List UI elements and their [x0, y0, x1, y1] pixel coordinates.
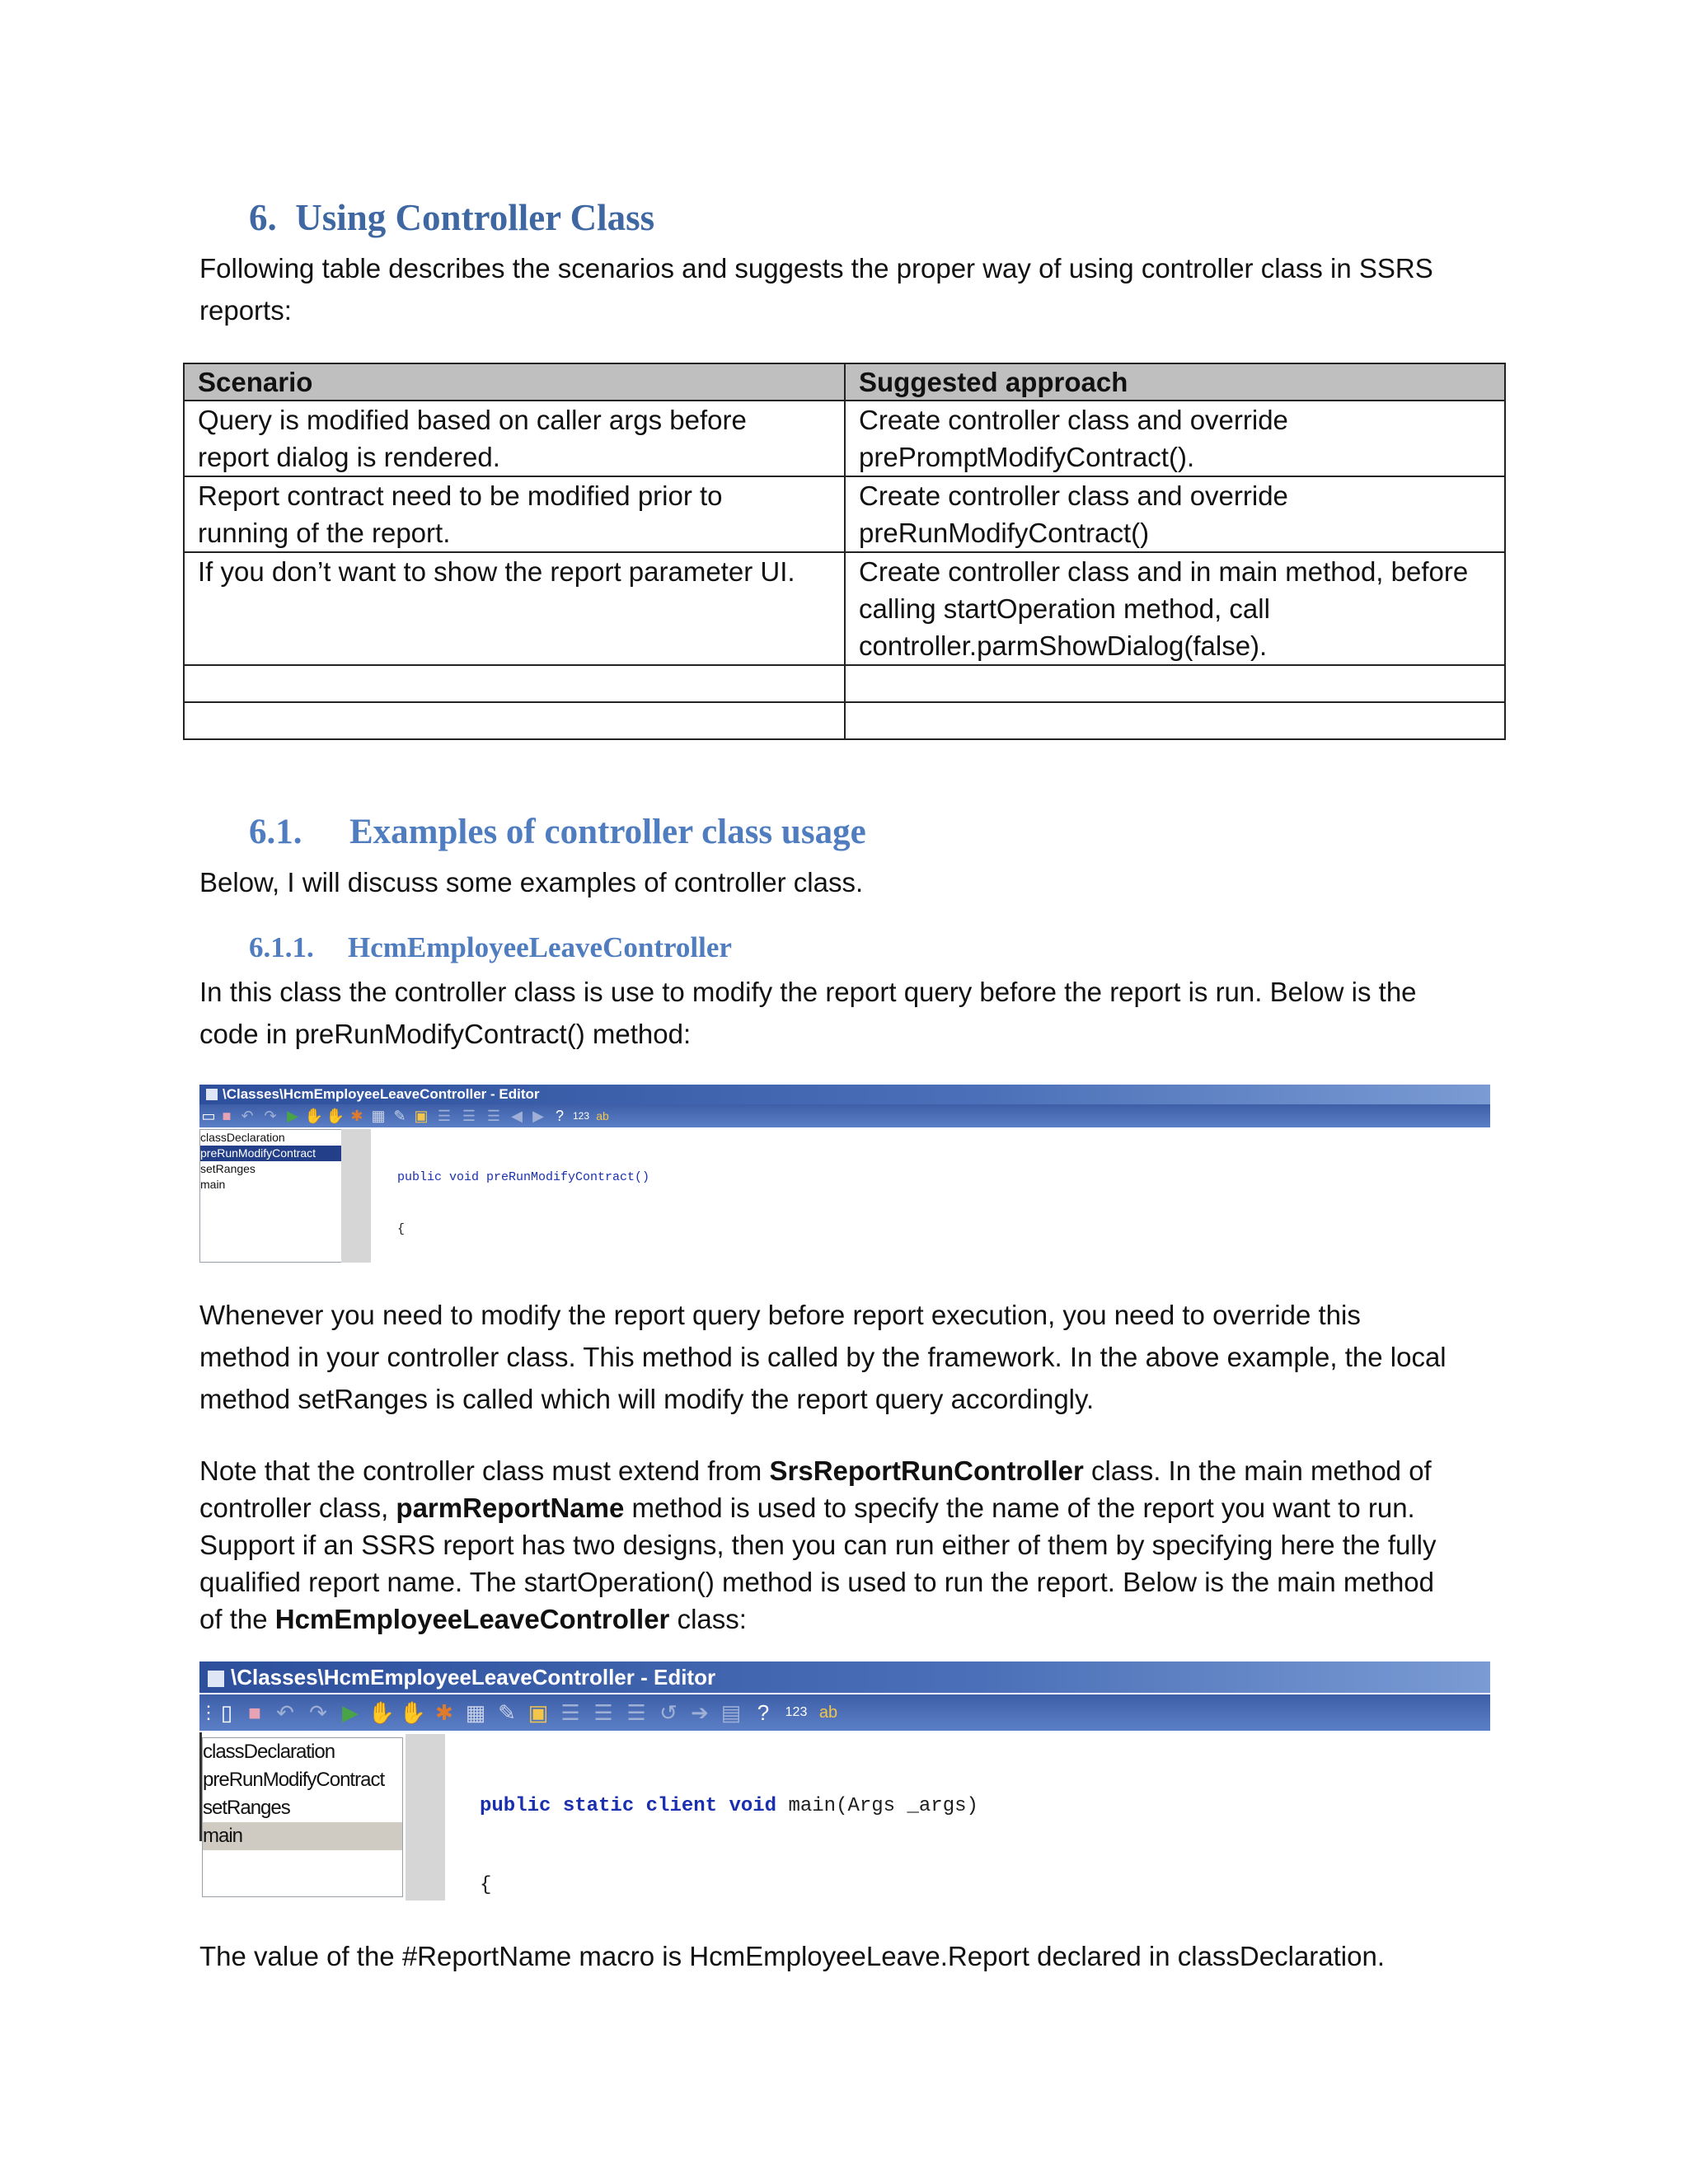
compile-icon[interactable]: ▦ — [465, 1699, 486, 1725]
para-line: qualified report name. The startOperation() method is used to run the report. Below is the main method — [199, 1567, 1435, 1597]
window-icon — [208, 1671, 224, 1687]
empty-cell — [845, 665, 1505, 702]
para-line: method setRanges is called which will modify the report query accordingly. — [199, 1384, 1095, 1414]
undo-icon[interactable]: ↶ — [241, 1107, 254, 1124]
cell-line: report dialog is rendered. — [198, 442, 500, 472]
approach-cell — [845, 476, 1505, 552]
para-line: method in your controller class. This method is called by the framework. In the above example, the local — [199, 1342, 1447, 1372]
forward-icon[interactable]: ▶ — [532, 1107, 544, 1124]
editor-toolbar — [199, 1694, 1490, 1731]
method-item[interactable]: setRanges — [200, 1162, 256, 1175]
debug-icon[interactable]: ✱ — [435, 1699, 453, 1725]
breakpoint-remove-icon[interactable]: ✋ — [399, 1699, 427, 1725]
paragraph-note — [199, 1452, 1502, 1638]
intro-paragraph — [199, 247, 1502, 331]
intro-line: reports: — [199, 295, 292, 326]
text: Note that the controller class must extend from — [199, 1455, 770, 1486]
method-list — [199, 1129, 343, 1263]
method-item-selected[interactable]: main — [203, 1822, 402, 1850]
text: method is used to specify the name of the report you want to run. — [624, 1493, 1415, 1523]
code-line: public void preRunModifyContract() — [397, 1170, 650, 1184]
keyword: public static client void — [480, 1795, 777, 1817]
section-title: HcmEmployeeLeaveController — [348, 931, 732, 963]
class-name: HcmEmployeeLeaveController — [274, 1604, 670, 1634]
section-heading-6-1-1 — [249, 931, 732, 964]
para-line: Whenever you need to modify the report query before report execution, you need to override this — [199, 1300, 1361, 1330]
comment-icon[interactable]: ☰ — [486, 1107, 501, 1124]
save-icon[interactable]: ■ — [222, 1107, 232, 1124]
new-icon[interactable]: ▯ — [220, 1699, 233, 1725]
para-line — [199, 1601, 1502, 1638]
run-icon[interactable]: ▶ — [342, 1699, 359, 1725]
method-name: parmReportName — [396, 1493, 625, 1523]
paragraph-final: The value of the #ReportName macro is HcmEmployeeLeave.Report declared in classDeclaration. — [199, 1941, 1386, 1971]
save-icon[interactable]: ■ — [248, 1699, 261, 1725]
back-icon[interactable]: ↺ — [659, 1699, 678, 1725]
method-item[interactable]: main — [200, 1178, 226, 1191]
empty-cell — [845, 702, 1505, 739]
editor-gutter — [341, 1129, 371, 1263]
spell-check-icon[interactable]: ab — [818, 1703, 838, 1722]
method-item-selected[interactable]: preRunModifyContract — [200, 1146, 342, 1161]
cell-line: prePromptModifyContract(). — [859, 442, 1195, 472]
section-6-1-intro: Below, I will discuss some examples of controller class. — [199, 867, 864, 898]
editor-screenshot-2 — [199, 1661, 1490, 1900]
text: controller class, — [199, 1493, 396, 1523]
cell-line: calling startOperation method, call — [859, 593, 1270, 624]
editor-titlebar — [199, 1661, 1490, 1693]
table-row — [184, 552, 1505, 665]
back-icon[interactable]: ◀ — [511, 1107, 523, 1124]
cell-line: running of the report. — [198, 518, 451, 548]
run-icon[interactable]: ▶ — [287, 1107, 298, 1124]
method-item[interactable]: classDeclaration — [200, 1131, 285, 1144]
para-line — [199, 1489, 1502, 1526]
code-area[interactable] — [480, 1741, 1405, 1900]
para-line: Support if an SSRS report has two designs, then you can run either of them by specifying here the fully — [199, 1530, 1437, 1560]
code-line: { — [480, 1874, 492, 1896]
grip-icon: ⋮ — [199, 1702, 218, 1722]
section-number: 6.1.1. — [249, 931, 314, 963]
method-list — [202, 1737, 403, 1897]
breakpoint-remove-icon[interactable]: ✋ — [326, 1107, 345, 1124]
cell-line: Create controller class and override — [859, 480, 1288, 511]
number-icon[interactable]: 123 — [785, 1705, 808, 1719]
number-icon[interactable]: 123 — [572, 1110, 590, 1122]
cell-line: Report contract need to be modified prior to — [198, 480, 723, 511]
script-icon[interactable]: ▣ — [528, 1699, 549, 1725]
method-item[interactable]: preRunModifyContract — [203, 1769, 385, 1791]
header-scenario: Scenario — [184, 363, 845, 401]
cell-line: preRunModifyContract() — [859, 518, 1150, 548]
code-line: { — [397, 1222, 406, 1236]
editor-titlebar — [199, 1085, 1490, 1104]
spell-check-icon[interactable]: ab — [596, 1109, 609, 1122]
script-icon[interactable]: ▣ — [414, 1107, 429, 1124]
method-item[interactable]: classDeclaration — [203, 1741, 335, 1763]
header-approach: Suggested approach — [845, 363, 1505, 401]
help-icon[interactable]: ? — [757, 1699, 770, 1725]
section-number: 6. — [249, 197, 277, 238]
redo-icon[interactable]: ↷ — [309, 1699, 327, 1725]
scenario-table — [183, 363, 1506, 740]
para-line — [199, 1452, 1502, 1489]
cell-line: If you don’t want to show the report parameter UI. — [198, 556, 795, 587]
para-line: code in preRunModifyContract() method: — [199, 1019, 692, 1049]
cell-line: Query is modified based on caller args before — [198, 405, 747, 435]
intro-line: Following table describes the scenarios and suggests the proper way of using controller class in SSRS — [199, 253, 1433, 284]
breakpoint-icon[interactable]: ✋ — [304, 1107, 324, 1124]
window-icon — [206, 1089, 218, 1100]
scenario-cell — [184, 476, 845, 552]
table-row — [184, 401, 1505, 476]
section-title: Examples of controller class usage — [349, 813, 866, 851]
text: class: — [669, 1604, 747, 1634]
code-line — [480, 1793, 1405, 1820]
section-heading-6-1 — [249, 812, 866, 852]
help-icon[interactable]: ? — [555, 1107, 564, 1124]
code-text: main(Args _args) — [776, 1795, 978, 1817]
cell-line: Create controller class and in main method, before — [859, 556, 1469, 587]
class-name: SrsReportRunController — [769, 1455, 1084, 1486]
approach-cell — [845, 401, 1505, 476]
cell-line: controller.parmShowDialog(false). — [859, 630, 1268, 661]
table-header-row — [184, 363, 1505, 401]
editor-gutter — [406, 1734, 445, 1900]
text: of the — [199, 1604, 275, 1634]
lookup-icon[interactable]: ✎ — [393, 1107, 406, 1124]
section-title: Using Controller Class — [295, 197, 655, 238]
outdent-icon[interactable]: ☰ — [593, 1699, 613, 1725]
approach-cell — [845, 552, 1505, 665]
editor-toolbar — [199, 1104, 1490, 1127]
method-item[interactable]: setRanges — [203, 1797, 290, 1819]
scenario-cell — [184, 401, 845, 476]
table-row-empty — [184, 702, 1505, 739]
scenario-cell — [184, 552, 845, 665]
debug-icon[interactable]: ✱ — [350, 1107, 363, 1124]
new-icon[interactable]: ▭ — [201, 1107, 216, 1124]
tools-icon[interactable]: ▤ — [720, 1699, 742, 1725]
paragraph-override — [199, 1294, 1502, 1420]
text: class. In the main method of — [1083, 1455, 1432, 1486]
section-heading-6 — [249, 196, 654, 239]
lookup-icon[interactable]: ✎ — [498, 1699, 516, 1725]
table-row-empty — [184, 665, 1505, 702]
redo-icon[interactable]: ↷ — [264, 1107, 277, 1124]
code-area[interactable] — [397, 1134, 1265, 1263]
cell-line: Create controller class and override — [859, 405, 1288, 435]
editor-title: \Classes\HcmEmployeeLeaveController - Editor — [231, 1665, 716, 1690]
indent-icon[interactable]: ☰ — [560, 1699, 580, 1725]
forward-icon[interactable]: ➔ — [691, 1699, 709, 1725]
table-row — [184, 476, 1505, 552]
breakpoint-icon[interactable]: ✋ — [368, 1699, 396, 1725]
compile-icon[interactable]: ▦ — [371, 1107, 386, 1124]
editor-title: \Classes\HcmEmployeeLeaveController - Editor — [223, 1086, 540, 1102]
empty-cell — [184, 702, 845, 739]
outdent-icon[interactable]: ☰ — [462, 1107, 476, 1124]
para-line: In this class the controller class is use to modify the report query before the report is run. Below is the — [199, 977, 1417, 1007]
undo-icon[interactable]: ↶ — [276, 1699, 294, 1725]
section-6-1-1-intro — [199, 971, 1502, 1055]
empty-cell — [184, 665, 845, 702]
editor-screenshot-1 — [199, 1085, 1490, 1263]
indent-icon[interactable]: ☰ — [437, 1107, 452, 1124]
comment-icon[interactable]: ☰ — [626, 1699, 646, 1725]
section-number: 6.1. — [249, 813, 302, 851]
